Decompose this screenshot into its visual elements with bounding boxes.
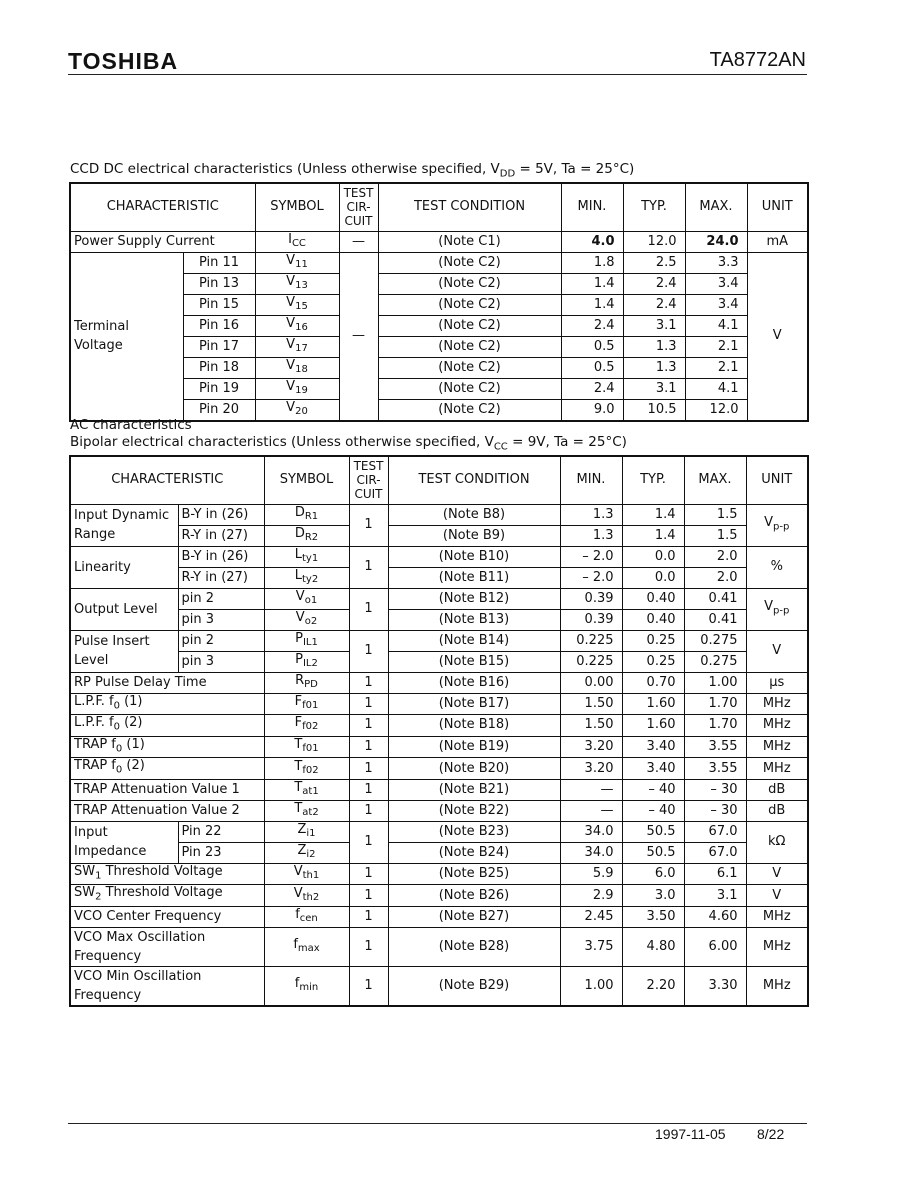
min-cell: 34.0 [560, 842, 622, 863]
characteristic-cell: $SW_1$ Threshold Voltage [70, 863, 264, 885]
max-cell: 4.60 [684, 907, 746, 928]
min-cell: 0.39 [560, 588, 622, 609]
unit-cell: dB [746, 779, 808, 800]
characteristic-cell: VCO Max Oscillation Frequency [70, 928, 264, 967]
header-unit: UNIT [746, 456, 808, 504]
min-cell: 3.75 [560, 928, 622, 967]
characteristic-cell: TRAP $f_0$ (2) [70, 758, 264, 780]
table-row [70, 800, 808, 821]
condition-cell: (Note C2) [378, 273, 561, 294]
condition-cell: (Note C2) [378, 378, 561, 399]
condition-cell: (Note B13) [388, 609, 560, 630]
min-cell: 1.50 [560, 693, 622, 715]
table-row [70, 693, 808, 715]
min-cell: 3.20 [560, 736, 622, 758]
symbol-cell: $V_{17}$ [255, 336, 339, 357]
condition-cell: (Note C2) [378, 357, 561, 378]
sub-characteristic-cell: Pin 22 [178, 821, 264, 842]
sub-characteristic-cell: pin 3 [178, 609, 264, 630]
part-number: TA8772AN [709, 49, 806, 71]
circuit-cell: 1 [349, 967, 388, 1007]
circuit-cell: 1 [349, 863, 388, 885]
typ-cell: 2.20 [622, 967, 684, 1007]
min-cell: — [560, 800, 622, 821]
header-unit: UNIT [747, 183, 808, 231]
condition-cell: (Note B17) [388, 693, 560, 715]
max-cell: 67.0 [684, 821, 746, 842]
min-cell: 0.225 [560, 630, 622, 651]
symbol-cell: $D_{R1}$ [264, 504, 349, 525]
pin-cell: Pin 18 [183, 357, 255, 378]
min-cell: 1.50 [560, 715, 622, 737]
max-cell: 67.0 [684, 842, 746, 863]
condition-cell: (Note C2) [378, 336, 561, 357]
circuit-cell: 1 [349, 885, 388, 907]
symbol-cell: $V_{16}$ [255, 315, 339, 336]
header-min: MIN. [561, 183, 623, 231]
table-row [70, 928, 808, 967]
sub-characteristic-cell: R-Y in (27) [178, 567, 264, 588]
circuit-cell: 1 [349, 715, 388, 737]
condition-cell: (Note B16) [388, 672, 560, 693]
pin-cell: Pin 19 [183, 378, 255, 399]
typ-cell: – 40 [622, 800, 684, 821]
table-row [70, 651, 808, 672]
condition-cell: (Note B9) [388, 525, 560, 546]
unit-cell: MHz [746, 928, 808, 967]
footer-rule [68, 1123, 807, 1124]
typ-cell: 3.40 [622, 736, 684, 758]
max-cell: 6.1 [684, 863, 746, 885]
max-cell: 3.4 [685, 294, 747, 315]
condition-cell: (Note B24) [388, 842, 560, 863]
condition-cell: (Note B27) [388, 907, 560, 928]
sub-characteristic-cell: B-Y in (26) [178, 504, 264, 525]
table-row [70, 967, 808, 1007]
symbol-cell: $T_{f01}$ [264, 736, 349, 758]
symbol-cell: $V_{o2}$ [264, 609, 349, 630]
max-cell: – 30 [684, 779, 746, 800]
sub-characteristic-cell: Pin 23 [178, 842, 264, 863]
max-cell: 1.70 [684, 693, 746, 715]
characteristic-cell: L.P.F. $f_0$ (1) [70, 693, 264, 715]
ac-rows [70, 504, 808, 1006]
typ-cell: 4.80 [622, 928, 684, 967]
table-row [70, 821, 808, 842]
typ-cell: 3.50 [622, 907, 684, 928]
unit-cell: MHz [746, 907, 808, 928]
circuit-cell: 1 [349, 736, 388, 758]
characteristic-cell: $SW_2$ Threshold Voltage [70, 885, 264, 907]
max-cell: 3.30 [684, 967, 746, 1007]
min-cell: 2.45 [560, 907, 622, 928]
characteristic-cell: Pulse Insert Level [70, 630, 178, 672]
max-cell: 1.5 [684, 525, 746, 546]
typ-cell: 2.4 [623, 273, 685, 294]
bipolar-caption: Bipolar electrical characteristics (Unless otherwise specified, $V_{CC} = 9V$, Ta = 25°C) [70, 434, 627, 453]
condition-cell: (Note B23) [388, 821, 560, 842]
symbol-cell: $T_{at1}$ [264, 779, 349, 800]
table-row [70, 588, 808, 609]
header-symbol: SYMBOL [255, 183, 339, 231]
pin-cell: Pin 15 [183, 294, 255, 315]
unit-cell: V [746, 885, 808, 907]
min-cell: 1.4 [561, 273, 623, 294]
sub-characteristic-cell: pin 2 [178, 588, 264, 609]
characteristic-cell: TRAP Attenuation Value 2 [70, 800, 264, 821]
min-cell: 9.0 [561, 399, 623, 421]
circuit-cell: 1 [349, 928, 388, 967]
symbol-cell: $V_{o1}$ [264, 588, 349, 609]
circuit-cell: 1 [349, 504, 388, 546]
table-row [70, 252, 808, 273]
condition-cell: (Note B8) [388, 504, 560, 525]
min-cell: 1.00 [560, 967, 622, 1007]
characteristic-cell: Input Dynamic Range [70, 504, 178, 546]
header-test-condition: TEST CONDITION [378, 183, 561, 231]
min-cell: 1.8 [561, 252, 623, 273]
typ-cell: 10.5 [623, 399, 685, 421]
unit-cell: % [746, 546, 808, 588]
dc-caption: CCD DC electrical characteristics (Unless otherwise specified, $V_{DD} = 5V$, Ta = 25°C) [70, 161, 635, 180]
pin-cell: Pin 20 [183, 399, 255, 421]
max-cell: 1.70 [684, 715, 746, 737]
condition-cell: (Note B12) [388, 588, 560, 609]
characteristic-cell: RP Pulse Delay Time [70, 672, 264, 693]
max-cell: 2.0 [684, 567, 746, 588]
table-row [70, 546, 808, 567]
condition-cell: (Note B19) [388, 736, 560, 758]
symbol-cell: $f_{min}$ [264, 967, 349, 1007]
max-cell: 4.1 [685, 315, 747, 336]
max-cell: 2.1 [685, 336, 747, 357]
typ-cell: 6.0 [622, 863, 684, 885]
characteristic-cell: L.P.F. $f_0$ (2) [70, 715, 264, 737]
unit-cell: V [746, 630, 808, 672]
max-cell: 3.55 [684, 758, 746, 780]
footer-page: 8/22 [757, 1126, 785, 1142]
table-row [70, 907, 808, 928]
condition-cell: (Note C2) [378, 294, 561, 315]
header-characteristic: CHARACTERISTIC [70, 456, 264, 504]
condition-cell: (Note B21) [388, 779, 560, 800]
symbol-cell: $R_{PD}$ [264, 672, 349, 693]
symbol-cell: $T_{at2}$ [264, 800, 349, 821]
min-cell: 0.5 [561, 336, 623, 357]
min-cell: 0.39 [560, 609, 622, 630]
unit-cell: V [746, 863, 808, 885]
header-symbol: SYMBOL [264, 456, 349, 504]
condition-cell: (Note B14) [388, 630, 560, 651]
unit-cell: MHz [746, 736, 808, 758]
header-rule [68, 74, 807, 75]
header-max: MAX. [685, 183, 747, 231]
pin-cell: Pin 16 [183, 315, 255, 336]
sub-characteristic-cell: R-Y in (27) [178, 525, 264, 546]
table-row [70, 609, 808, 630]
min-cell: – 2.0 [560, 567, 622, 588]
typ-cell: 3.40 [622, 758, 684, 780]
symbol-cell: $V_{th2}$ [264, 885, 349, 907]
typ-cell: 1.3 [623, 357, 685, 378]
condition-cell: (Note B22) [388, 800, 560, 821]
circuit-cell: 1 [349, 693, 388, 715]
min-cell: 1.4 [561, 294, 623, 315]
symbol-cell: $f_{max}$ [264, 928, 349, 967]
typ-cell: 0.25 [622, 630, 684, 651]
symbol-cell: $V_{20}$ [255, 399, 339, 421]
condition-cell: (Note B28) [388, 928, 560, 967]
table-row [70, 715, 808, 737]
max-cell: 0.275 [684, 651, 746, 672]
min-cell: 3.20 [560, 758, 622, 780]
typ-cell: 0.40 [622, 609, 684, 630]
unit-cell: V [747, 252, 808, 421]
min-cell: 2.4 [561, 315, 623, 336]
typ-cell: 1.3 [623, 336, 685, 357]
dc-characteristics-table [69, 182, 809, 422]
min-cell: 0.5 [561, 357, 623, 378]
typ-cell: 1.60 [622, 715, 684, 737]
max-cell: 0.275 [684, 630, 746, 651]
symbol-cell: $V_{15}$ [255, 294, 339, 315]
characteristic-cell: VCO Min Oscillation Frequency [70, 967, 264, 1007]
circuit-cell: 1 [349, 672, 388, 693]
typ-cell: 3.0 [622, 885, 684, 907]
brand-logo: TOSHIBA [68, 48, 179, 74]
table-header-row [70, 456, 808, 504]
typ-cell: 0.70 [622, 672, 684, 693]
symbol-cell: $Z_{i2}$ [264, 842, 349, 863]
symbol-cell: $V_{13}$ [255, 273, 339, 294]
symbol-cell: $F_{f01}$ [264, 693, 349, 715]
min-cell: — [560, 779, 622, 800]
min-cell: 1.3 [560, 504, 622, 525]
circuit-cell: 1 [349, 800, 388, 821]
sub-characteristic-cell: pin 3 [178, 651, 264, 672]
typ-cell: 0.0 [622, 546, 684, 567]
typ-cell: 50.5 [622, 842, 684, 863]
characteristic-cell: Linearity [70, 546, 178, 588]
typ-cell: 3.1 [623, 378, 685, 399]
typ-cell: 0.40 [622, 588, 684, 609]
table-row [70, 504, 808, 525]
condition-cell: (Note B26) [388, 885, 560, 907]
table-row [70, 672, 808, 693]
min-cell: – 2.0 [560, 546, 622, 567]
table-row [70, 779, 808, 800]
condition-cell: (Note B18) [388, 715, 560, 737]
condition-cell: (Note C2) [378, 252, 561, 273]
condition-cell: (Note C2) [378, 315, 561, 336]
typ-cell: – 40 [622, 779, 684, 800]
table-row [70, 863, 808, 885]
typ-cell: 1.4 [622, 525, 684, 546]
circuit-cell: 1 [349, 630, 388, 672]
unit-cell: dB [746, 800, 808, 821]
header-typ: TYP. [622, 456, 684, 504]
symbol-cell: $L_{ty2}$ [264, 567, 349, 588]
circuit-cell: 1 [349, 546, 388, 588]
symbol-cell: $F_{f02}$ [264, 715, 349, 737]
max-cell: 2.1 [685, 357, 747, 378]
symbol-cell: $P_{IL2}$ [264, 651, 349, 672]
max-cell: 12.0 [685, 399, 747, 421]
max-cell: 4.1 [685, 378, 747, 399]
ac-characteristics-table [69, 455, 809, 1007]
characteristic-cell: TRAP Attenuation Value 1 [70, 779, 264, 800]
min-cell: 1.3 [560, 525, 622, 546]
table-row: Power Supply Current $I_{CC}$ — (Note C1) 4.0 12.0 24.0 mA [70, 231, 808, 252]
characteristic-cell: VCO Center Frequency [70, 907, 264, 928]
unit-cell: MHz [746, 967, 808, 1007]
max-cell: 3.1 [684, 885, 746, 907]
unit-cell: $V_{p-p}$ [746, 504, 808, 546]
circuit-cell: 1 [349, 779, 388, 800]
circuit-cell: 1 [349, 821, 388, 863]
circuit-cell: — [339, 252, 378, 421]
min-cell: 5.9 [560, 863, 622, 885]
pin-cell: Pin 13 [183, 273, 255, 294]
symbol-cell: $V_{19}$ [255, 378, 339, 399]
header-max: MAX. [684, 456, 746, 504]
typ-cell: 0.0 [622, 567, 684, 588]
condition-cell: (Note B25) [388, 863, 560, 885]
symbol-cell: $T_{f02}$ [264, 758, 349, 780]
condition-cell: (Note B29) [388, 967, 560, 1007]
max-cell: 0.41 [684, 609, 746, 630]
min-cell: 0.00 [560, 672, 622, 693]
unit-cell: MHz [746, 693, 808, 715]
unit-cell: MHz [746, 758, 808, 780]
max-cell: 1.5 [684, 504, 746, 525]
max-cell: 3.4 [685, 273, 747, 294]
max-cell: 3.3 [685, 252, 747, 273]
condition-cell: (Note C2) [378, 399, 561, 421]
characteristic-cell: TRAP $f_0$ (1) [70, 736, 264, 758]
symbol-cell: $P_{IL1}$ [264, 630, 349, 651]
table-row [70, 758, 808, 780]
header-characteristic: CHARACTERISTIC [70, 183, 255, 231]
min-cell: 2.4 [561, 378, 623, 399]
circuit-cell: 1 [349, 588, 388, 630]
typ-cell: 50.5 [622, 821, 684, 842]
condition-cell: (Note B11) [388, 567, 560, 588]
footer-date: 1997-11-05 [655, 1126, 726, 1142]
symbol-cell: $V_{11}$ [255, 252, 339, 273]
pin-cell: Pin 11 [183, 252, 255, 273]
symbol-cell: $Z_{i1}$ [264, 821, 349, 842]
characteristic-cell: Terminal Voltage [70, 252, 183, 421]
unit-cell: MHz [746, 715, 808, 737]
symbol-cell: $D_{R2}$ [264, 525, 349, 546]
max-cell: 6.00 [684, 928, 746, 967]
min-cell: 2.9 [560, 885, 622, 907]
sub-characteristic-cell: B-Y in (26) [178, 546, 264, 567]
min-cell: 0.225 [560, 651, 622, 672]
min-cell: 34.0 [560, 821, 622, 842]
table-row [70, 736, 808, 758]
condition-cell: (Note B15) [388, 651, 560, 672]
table-row [70, 630, 808, 651]
unit-cell: μs [746, 672, 808, 693]
typ-cell: 1.60 [622, 693, 684, 715]
header-test-circuit: TEST CIR- CUIT [349, 456, 388, 504]
symbol-cell: $V_{18}$ [255, 357, 339, 378]
header-test-circuit: TEST CIR- CUIT [339, 183, 378, 231]
typ-cell: 0.25 [622, 651, 684, 672]
symbol-cell: $f_{cen}$ [264, 907, 349, 928]
symbol-cell: $L_{ty1}$ [264, 546, 349, 567]
typ-cell: 2.4 [623, 294, 685, 315]
unit-cell: $V_{p-p}$ [746, 588, 808, 630]
condition-cell: (Note B20) [388, 758, 560, 780]
max-cell: 2.0 [684, 546, 746, 567]
sub-characteristic-cell: pin 2 [178, 630, 264, 651]
circuit-cell: 1 [349, 907, 388, 928]
table-row [70, 525, 808, 546]
circuit-cell: 1 [349, 758, 388, 780]
table-header-row [70, 183, 808, 231]
characteristic-cell: Input Impedance [70, 821, 178, 863]
typ-cell: 1.4 [622, 504, 684, 525]
ac-caption: AC characteristics [70, 417, 192, 433]
table-row [70, 842, 808, 863]
max-cell: – 30 [684, 800, 746, 821]
typ-cell: 3.1 [623, 315, 685, 336]
table-row [70, 567, 808, 588]
max-cell: 0.41 [684, 588, 746, 609]
terminal-voltage-rows [70, 252, 808, 421]
characteristic-cell: Output Level [70, 588, 178, 630]
max-cell: 1.00 [684, 672, 746, 693]
table-row [70, 885, 808, 907]
typ-cell: 2.5 [623, 252, 685, 273]
header-typ: TYP. [623, 183, 685, 231]
symbol-cell: $V_{th1}$ [264, 863, 349, 885]
condition-cell: (Note B10) [388, 546, 560, 567]
pin-cell: Pin 17 [183, 336, 255, 357]
unit-cell: kΩ [746, 821, 808, 863]
header-test-condition: TEST CONDITION [388, 456, 560, 504]
max-cell: 3.55 [684, 736, 746, 758]
header-min: MIN. [560, 456, 622, 504]
